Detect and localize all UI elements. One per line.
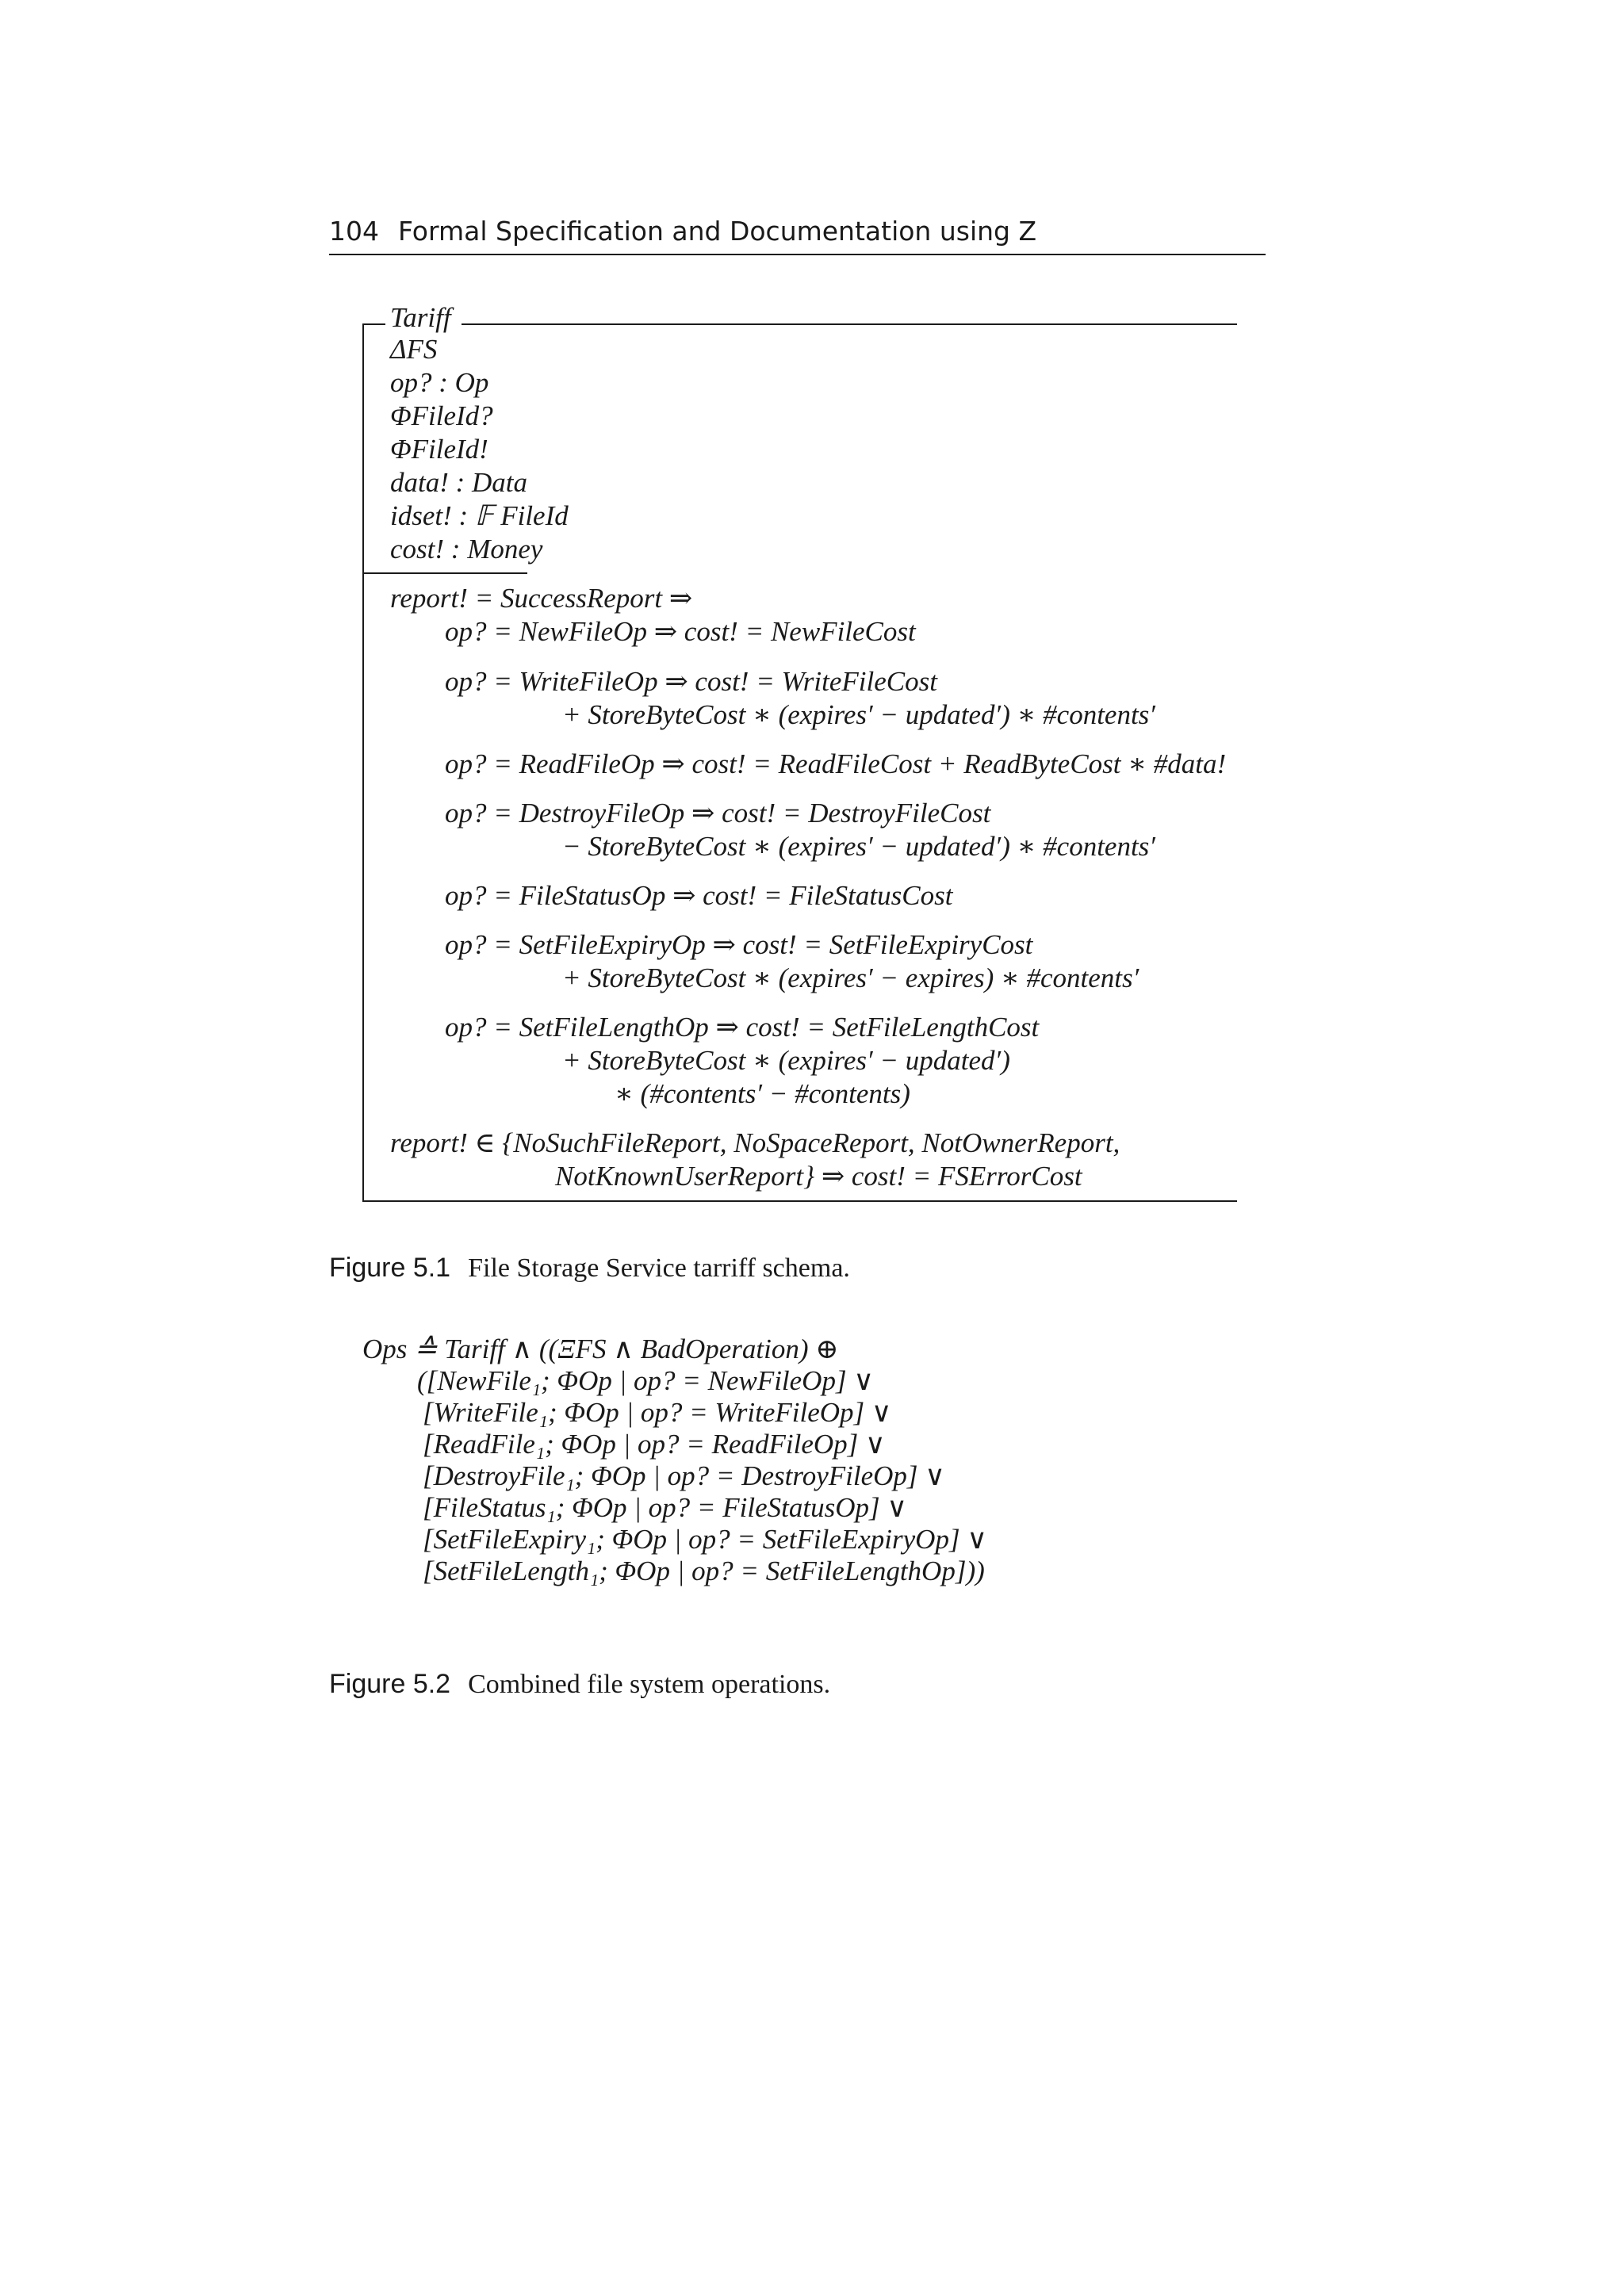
ops-line: [SetFileExpiry₁; ΦOp | op? = SetFileExpiryOp] ∨: [423, 1524, 987, 1555]
predicate-new-file: op? = NewFileOp ⇒ cost! = NewFileCost: [445, 616, 916, 647]
ops-line: [SetFileLength₁; ΦOp | op? = SetFileLengthOp])): [423, 1556, 985, 1586]
predicate-set-file-length-cont1: + StoreByteCost ∗ (expires′ − updated′): [562, 1045, 1010, 1076]
page-number: 104: [329, 216, 379, 247]
figure-5-1-caption: [329, 1253, 850, 1284]
declaration-phi-fileid-in: ΦFileId?: [390, 400, 493, 431]
predicate-set-file-length-cont2: ∗ (#contents′ − #contents): [615, 1078, 910, 1109]
ops-line: [ReadFile₁; ΦOp | op? = ReadFileOp] ∨: [423, 1429, 886, 1460]
declaration-phi-fileid-out: ΦFileId!: [390, 434, 488, 465]
figure-caption-text: Combined file system operations.: [468, 1670, 831, 1699]
schema-top-rule-right: [462, 323, 1237, 325]
ops-line: [DestroyFile₁; ΦOp | op? = DestroyFileOp] ∨: [423, 1460, 945, 1491]
ops-line: Ops ≙ Tariff ∧ ((ΞFS ∧ BadOperation) ⊕: [362, 1334, 839, 1364]
predicate-error-reports: report! ∈ {NoSuchFileReport, NoSpaceReport, NotOwnerReport,: [390, 1127, 1120, 1158]
figure-label: Figure 5.1: [329, 1253, 451, 1283]
declaration-idset: idset! : 𝔽 FileId: [390, 500, 569, 531]
running-title: Formal Specification and Documentation using Z: [398, 216, 1037, 247]
ops-line: [WriteFile₁; ΦOp | op? = WriteFileOp] ∨: [423, 1397, 892, 1428]
predicate-destroy-file: op? = DestroyFileOp ⇒ cost! = DestroyFileCost: [445, 798, 991, 828]
predicate-set-file-expiry: op? = SetFileExpiryOp ⇒ cost! = SetFileExpiryCost: [445, 929, 1033, 960]
predicate-set-file-expiry-cont: + StoreByteCost ∗ (expires′ − expires) ∗ #contents′: [562, 962, 1139, 993]
ops-line: ([NewFile₁; ΦOp | op? = NewFileOp] ∨: [417, 1365, 874, 1396]
predicate-read-file: op? = ReadFileOp ⇒ cost! = ReadFileCost + ReadByteCost ∗ #data!: [445, 748, 1227, 779]
predicate-write-file-cont: + StoreByteCost ∗ (expires′ − updated′) ∗ #contents′: [562, 699, 1155, 730]
schema-middle-rule: [362, 572, 527, 574]
declaration-data: data! : Data: [390, 467, 528, 498]
declaration-cost: cost! : Money: [390, 534, 543, 564]
ops-line: [FileStatus₁; ΦOp | op? = FileStatusOp] ∨: [423, 1492, 907, 1523]
predicate-set-file-length: op? = SetFileLengthOp ⇒ cost! = SetFileLengthCost: [445, 1012, 1040, 1043]
figure-caption-text: File Storage Service tarriff schema.: [468, 1253, 850, 1283]
schema-name: Tariff: [390, 302, 451, 333]
schema-top-rule-left: [362, 323, 385, 325]
figure-5-2-caption: [329, 1669, 830, 1700]
schema-left-rule: [362, 323, 364, 1202]
schema-bottom-rule: [362, 1200, 1237, 1202]
predicate-write-file: op? = WriteFileOp ⇒ cost! = WriteFileCost: [445, 666, 937, 697]
figure-label: Figure 5.2: [329, 1669, 451, 1699]
header-rule: [329, 254, 1266, 255]
predicate-success-report: report! = SuccessReport ⇒: [390, 583, 693, 614]
predicate-file-status: op? = FileStatusOp ⇒ cost! = FileStatusCost: [445, 880, 953, 911]
predicate-error-reports-cont: NotKnownUserReport} ⇒ cost! = FSErrorCost: [555, 1161, 1082, 1192]
declaration-delta-fs: ΔFS: [390, 334, 438, 365]
declaration-op: op? : Op: [390, 367, 489, 398]
predicate-destroy-file-cont: − StoreByteCost ∗ (expires′ − updated′) ∗ #contents′: [562, 831, 1155, 862]
